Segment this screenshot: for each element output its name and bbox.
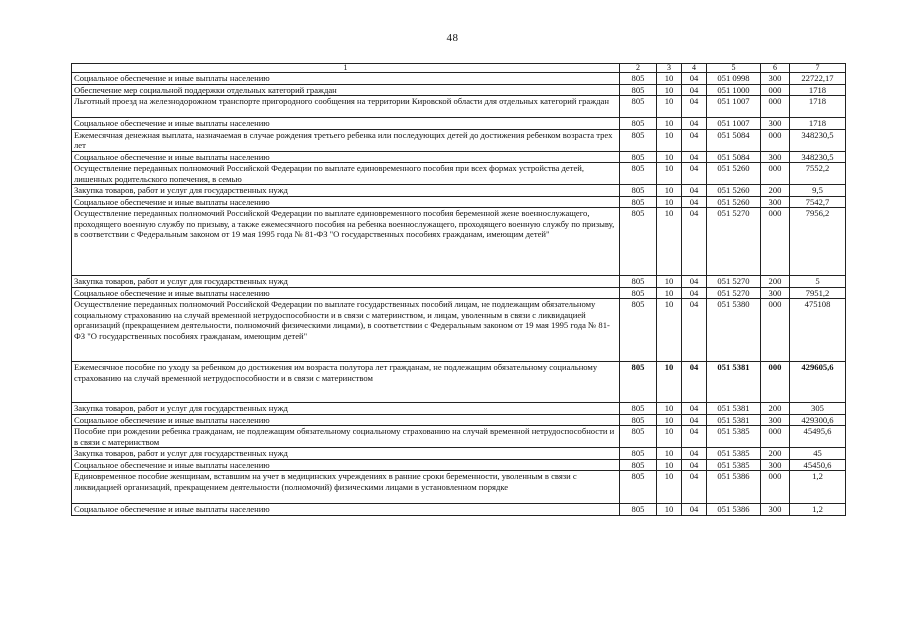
row-subsection-code: 04 [682, 471, 707, 504]
table-row [72, 208, 846, 276]
row-amount: 7552,2 [790, 163, 846, 185]
row-expense-type-code: 200 [761, 276, 790, 288]
table-row [72, 459, 846, 471]
table-row [72, 299, 846, 362]
row-amount: 305 [790, 403, 846, 415]
row-subsection-code: 04 [682, 196, 707, 208]
row-expense-type-code: 000 [761, 96, 790, 118]
row-name: Социальное обеспечение и иные выплаты населению [72, 73, 620, 85]
row-expense-type-code: 000 [761, 426, 790, 448]
row-amount: 429300,6 [790, 414, 846, 426]
row-target-code: 051 5385 [707, 459, 761, 471]
row-name: Социальное обеспечение и иные выплаты населению [72, 287, 620, 299]
row-amount: 429605,6 [790, 362, 846, 403]
row-section-code: 10 [657, 471, 682, 504]
row-amount: 7542,7 [790, 196, 846, 208]
header-row [72, 64, 846, 73]
row-expense-type-code: 000 [761, 129, 790, 151]
table-row [72, 287, 846, 299]
header-cell-subsection: 4 [682, 64, 707, 73]
row-name: Осуществление переданных полномочий Российской Федерации по выплате единовременного пособия при всех формах устройства детей, лишенных родительского попечения, в семью [72, 163, 620, 185]
budget-table [71, 63, 846, 516]
row-section-code: 10 [657, 459, 682, 471]
row-name: Осуществление переданных полномочий Российской Федерации по выплате единовременного пособия беременной жене военнослужащего, проходящего военную службу по призыву, а также ежемесячного пособия на ребенка военнослужащего, проходящего военную службу по призыву, в соответствии с Федеральным законом от 19 мая 1995 года № 81-ФЗ "О государственных пособиях гражданам, имеющим детей" [72, 208, 620, 276]
row-expense-type-code: 000 [761, 471, 790, 504]
row-name: Социальное обеспечение и иные выплаты населению [72, 414, 620, 426]
header-cell-target: 5 [707, 64, 761, 73]
row-name: Осуществление переданных полномочий Российской Федерации по выплате государственных пособий лицам, не подлежащим обязательному социальному страхованию на случай временной нетрудоспособности и в связи с материнством, и лицам, уволенным в связи с ликвидацией организаций (прекращением деятельности, полномочий физическими лицами), в соответствии с Федеральным законом от 19 мая 1995 года № 81-ФЗ "О государственных пособиях гражданам, имеющим детей" [72, 299, 620, 362]
header-cell-name: 1 [72, 64, 620, 73]
row-amount: 348230,5 [790, 129, 846, 151]
row-name: Закупка товаров, работ и услуг для государственных нужд [72, 448, 620, 460]
row-section-code: 10 [657, 163, 682, 185]
row-target-code: 051 5380 [707, 299, 761, 362]
row-amount: 22722,17 [790, 73, 846, 85]
row-ministry-code: 805 [620, 459, 657, 471]
row-name: Социальное обеспечение и иные выплаты населению [72, 459, 620, 471]
row-target-code: 051 5381 [707, 403, 761, 415]
row-target-code: 051 5260 [707, 196, 761, 208]
row-target-code: 051 5386 [707, 504, 761, 516]
row-expense-type-code: 000 [761, 84, 790, 96]
row-target-code: 051 5270 [707, 287, 761, 299]
row-amount: 45450,6 [790, 459, 846, 471]
row-expense-type-code: 300 [761, 196, 790, 208]
row-section-code: 10 [657, 196, 682, 208]
row-expense-type-code: 000 [761, 362, 790, 403]
row-target-code: 051 5386 [707, 471, 761, 504]
row-name: Закупка товаров, работ и услуг для государственных нужд [72, 276, 620, 288]
header-cell-section: 3 [657, 64, 682, 73]
row-ministry-code: 805 [620, 426, 657, 448]
row-subsection-code: 04 [682, 426, 707, 448]
row-name: Социальное обеспечение и иные выплаты населению [72, 151, 620, 163]
row-section-code: 10 [657, 299, 682, 362]
row-subsection-code: 04 [682, 129, 707, 151]
row-name: Ежемесячная денежная выплата, назначаемая в случае рождения третьего ребенка или последующих детей до достижения ребенком возраста трех лет [72, 129, 620, 151]
row-target-code: 051 5385 [707, 448, 761, 460]
row-amount: 348230,5 [790, 151, 846, 163]
row-target-code: 051 5270 [707, 276, 761, 288]
row-subsection-code: 04 [682, 299, 707, 362]
row-ministry-code: 805 [620, 276, 657, 288]
row-ministry-code: 805 [620, 96, 657, 118]
row-expense-type-code: 000 [761, 299, 790, 362]
row-name: Единовременное пособие женщинам, вставшим на учет в медицинских учреждениях в ранние сроки беременности, уволенным в связи с ликвидацией организаций, прекращением деятельности (полномочий) физическими лицами в установленном порядке [72, 471, 620, 504]
row-subsection-code: 04 [682, 73, 707, 85]
row-ministry-code: 805 [620, 196, 657, 208]
row-ministry-code: 805 [620, 129, 657, 151]
row-expense-type-code: 300 [761, 151, 790, 163]
table-row [72, 96, 846, 118]
row-ministry-code: 805 [620, 118, 657, 130]
row-section-code: 10 [657, 403, 682, 415]
row-amount: 5 [790, 276, 846, 288]
row-subsection-code: 04 [682, 276, 707, 288]
row-amount: 45495,6 [790, 426, 846, 448]
row-section-code: 10 [657, 118, 682, 130]
row-amount: 45 [790, 448, 846, 460]
row-expense-type-code: 200 [761, 403, 790, 415]
row-name: Ежемесячное пособие по уходу за ребенком до достижения им возраста полутора лет гражданам, не подлежащим обязательному социальному страхованию на случай временной нетрудоспособности и в связи с материнством [72, 362, 620, 403]
header-cell-expense-type: 6 [761, 64, 790, 73]
row-target-code: 051 1007 [707, 96, 761, 118]
row-subsection-code: 04 [682, 84, 707, 96]
row-section-code: 10 [657, 84, 682, 96]
row-target-code: 051 5385 [707, 426, 761, 448]
row-subsection-code: 04 [682, 448, 707, 460]
row-ministry-code: 805 [620, 185, 657, 197]
header-cell-amount: 7 [790, 64, 846, 73]
row-amount: 1,2 [790, 471, 846, 504]
row-target-code: 051 5260 [707, 185, 761, 197]
row-subsection-code: 04 [682, 287, 707, 299]
row-subsection-code: 04 [682, 403, 707, 415]
table-row [72, 84, 846, 96]
table-row [72, 426, 846, 448]
table-row [72, 504, 846, 516]
row-expense-type-code: 300 [761, 459, 790, 471]
table-row [72, 129, 846, 151]
table-row [72, 276, 846, 288]
row-expense-type-code: 300 [761, 414, 790, 426]
row-ministry-code: 805 [620, 299, 657, 362]
row-name: Социальное обеспечение и иные выплаты населению [72, 118, 620, 130]
row-name: Обеспечение мер социальной поддержки отдельных категорий граждан [72, 84, 620, 96]
row-subsection-code: 04 [682, 163, 707, 185]
row-ministry-code: 805 [620, 208, 657, 276]
row-subsection-code: 04 [682, 118, 707, 130]
row-section-code: 10 [657, 448, 682, 460]
row-amount: 1718 [790, 118, 846, 130]
row-name: Закупка товаров, работ и услуг для государственных нужд [72, 403, 620, 415]
row-subsection-code: 04 [682, 208, 707, 276]
row-target-code: 051 0998 [707, 73, 761, 85]
row-subsection-code: 04 [682, 151, 707, 163]
row-section-code: 10 [657, 151, 682, 163]
row-expense-type-code: 000 [761, 208, 790, 276]
row-ministry-code: 805 [620, 163, 657, 185]
table-row [72, 163, 846, 185]
row-subsection-code: 04 [682, 185, 707, 197]
row-section-code: 10 [657, 276, 682, 288]
row-amount: 7951,2 [790, 287, 846, 299]
row-ministry-code: 805 [620, 84, 657, 96]
row-ministry-code: 805 [620, 471, 657, 504]
row-ministry-code: 805 [620, 403, 657, 415]
row-section-code: 10 [657, 504, 682, 516]
row-target-code: 051 5270 [707, 208, 761, 276]
row-target-code: 051 5084 [707, 151, 761, 163]
row-subsection-code: 04 [682, 414, 707, 426]
table-row [72, 151, 846, 163]
row-name: Социальное обеспечение и иные выплаты населению [72, 196, 620, 208]
row-name: Социальное обеспечение и иные выплаты населению [72, 504, 620, 516]
table-row [72, 414, 846, 426]
row-subsection-code: 04 [682, 459, 707, 471]
row-amount: 1718 [790, 84, 846, 96]
row-amount: 9,5 [790, 185, 846, 197]
table-row [72, 362, 846, 403]
row-section-code: 10 [657, 426, 682, 448]
row-expense-type-code: 300 [761, 504, 790, 516]
row-section-code: 10 [657, 287, 682, 299]
table-row [72, 185, 846, 197]
row-section-code: 10 [657, 208, 682, 276]
row-target-code: 051 5084 [707, 129, 761, 151]
row-section-code: 10 [657, 129, 682, 151]
row-target-code: 051 5260 [707, 163, 761, 185]
row-amount: 1718 [790, 96, 846, 118]
row-ministry-code: 805 [620, 73, 657, 85]
row-section-code: 10 [657, 185, 682, 197]
page-number: 48 [446, 32, 459, 44]
row-subsection-code: 04 [682, 504, 707, 516]
row-section-code: 10 [657, 414, 682, 426]
row-ministry-code: 805 [620, 287, 657, 299]
row-section-code: 10 [657, 73, 682, 85]
row-expense-type-code: 300 [761, 118, 790, 130]
row-expense-type-code: 000 [761, 163, 790, 185]
row-target-code: 051 1000 [707, 84, 761, 96]
row-ministry-code: 805 [620, 414, 657, 426]
row-expense-type-code: 300 [761, 287, 790, 299]
row-section-code: 10 [657, 362, 682, 403]
row-amount: 7956,2 [790, 208, 846, 276]
row-ministry-code: 805 [620, 151, 657, 163]
row-ministry-code: 805 [620, 362, 657, 403]
row-target-code: 051 1007 [707, 118, 761, 130]
row-amount: 475108 [790, 299, 846, 362]
row-ministry-code: 805 [620, 448, 657, 460]
row-name: Закупка товаров, работ и услуг для государственных нужд [72, 185, 620, 197]
header-cell-ministry: 2 [620, 64, 657, 73]
row-expense-type-code: 300 [761, 73, 790, 85]
row-subsection-code: 04 [682, 96, 707, 118]
row-target-code: 051 5381 [707, 362, 761, 403]
table-row [72, 118, 846, 130]
table-row [72, 403, 846, 415]
table-row [72, 73, 846, 85]
row-name: Льготный проезд на железнодорожном транспорте пригородного сообщения на территории Кировской области для отдельных категорий граждан [72, 96, 620, 118]
table-row [72, 471, 846, 504]
row-expense-type-code: 200 [761, 448, 790, 460]
row-amount: 1,2 [790, 504, 846, 516]
table-row [72, 448, 846, 460]
row-target-code: 051 5381 [707, 414, 761, 426]
row-expense-type-code: 200 [761, 185, 790, 197]
row-subsection-code: 04 [682, 362, 707, 403]
row-section-code: 10 [657, 96, 682, 118]
table-row [72, 196, 846, 208]
row-ministry-code: 805 [620, 504, 657, 516]
row-name: Пособие при рождении ребенка гражданам, не подлежащим обязательному социальному страхованию на случай временной нетрудоспособности и в связи с материнством [72, 426, 620, 448]
